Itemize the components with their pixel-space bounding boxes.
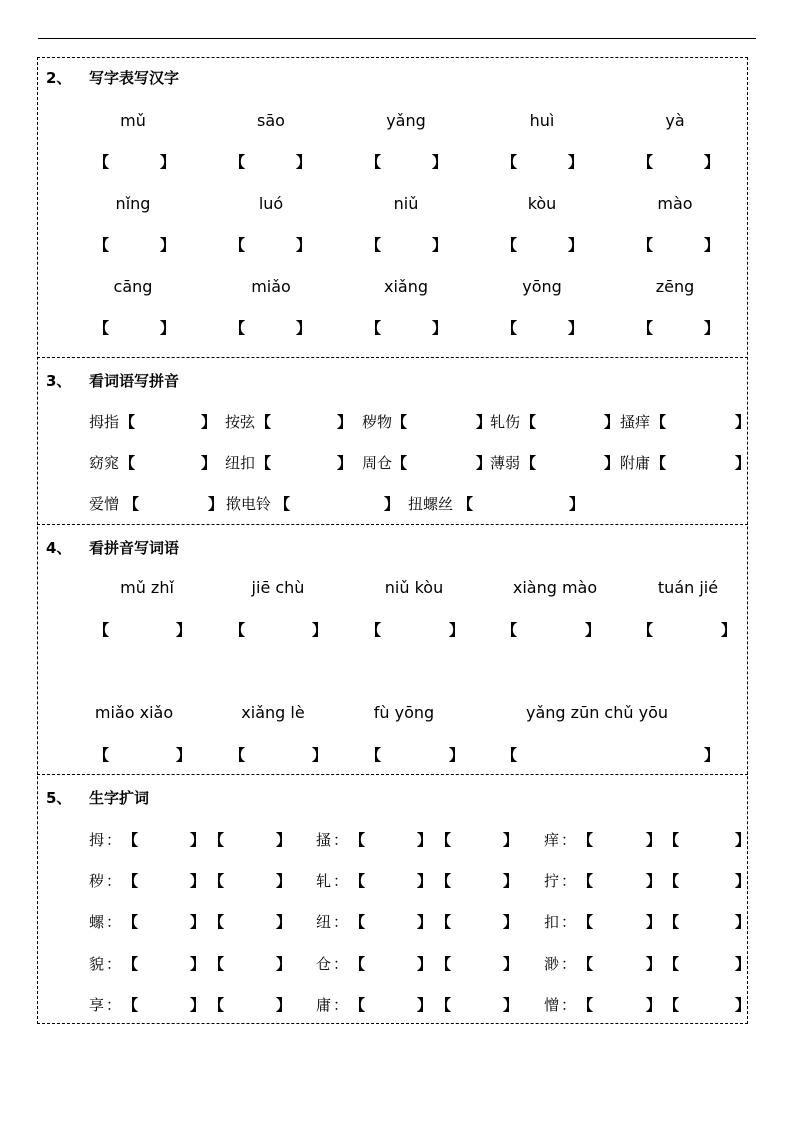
pinyin-prompt: miǎo: [251, 277, 291, 296]
expansion-blank-close: 】: [735, 955, 751, 973]
answer-blank-close: 】: [160, 319, 176, 337]
pinyin-blank-open: 【: [256, 454, 272, 472]
word-blank-close: 】: [312, 621, 328, 639]
expansion-blank-close: 】: [276, 955, 292, 973]
pinyin-blank-close: 】: [384, 495, 400, 513]
character-prompt: 秽: [89, 872, 105, 890]
word-blank-close: 】: [176, 621, 192, 639]
pinyin-prompt: zēng: [655, 277, 695, 296]
answer-blank-open: 【: [502, 153, 518, 171]
colon: ：: [561, 831, 577, 849]
colon: ：: [561, 872, 577, 890]
answer-blank-open: 【: [94, 236, 110, 254]
expansion-blank-open: 【: [578, 872, 594, 890]
pinyin-prompt: niǔ: [393, 194, 419, 213]
answer-blank-close: 】: [568, 236, 584, 254]
pinyin-prompt: cāng: [113, 277, 153, 296]
answer-blank-open: 【: [502, 236, 518, 254]
answer-blank-open: 【: [94, 319, 110, 337]
pinyin-prompt: huì: [529, 111, 555, 130]
pinyin-prompt: yǎng zūn chǔ yōu: [526, 703, 668, 722]
character-prompt: 痒: [544, 831, 560, 849]
expansion-blank-open: 【: [209, 955, 225, 973]
expansion-blank-open: 【: [209, 996, 225, 1014]
pinyin-blank-open: 【: [521, 454, 537, 472]
expansion-blank-close: 】: [503, 955, 519, 973]
expansion-blank-close: 】: [190, 872, 206, 890]
pinyin-prompt: mǔ: [120, 111, 146, 130]
pinyin-prompt: mào: [657, 194, 693, 213]
expansion-blank-close: 】: [417, 996, 433, 1014]
word-prompt: 拇指: [89, 413, 120, 431]
answer-blank-close: 】: [160, 153, 176, 171]
word-prompt: 窈窕: [89, 454, 120, 472]
section-5-title: 生字扩词: [89, 789, 150, 807]
expansion-blank-close: 】: [735, 996, 751, 1014]
colon: ：: [333, 913, 349, 931]
expansion-blank-close: 】: [190, 996, 206, 1014]
expansion-blank-open: 【: [123, 831, 139, 849]
pinyin-prompt: fù yōng: [373, 703, 435, 722]
expansion-blank-open: 【: [664, 831, 680, 849]
expansion-blank-open: 【: [664, 872, 680, 890]
word-prompt: 附庸: [620, 454, 651, 472]
pinyin-blank-close: 】: [337, 413, 353, 431]
expansion-blank-open: 【: [664, 955, 680, 973]
character-prompt: 搔: [316, 831, 332, 849]
word-blank-close: 】: [176, 746, 192, 764]
expansion-blank-close: 】: [276, 996, 292, 1014]
character-prompt: 仓: [316, 955, 332, 973]
colon: ：: [333, 872, 349, 890]
pinyin-prompt: jiē chù: [251, 578, 305, 597]
word-prompt: 纽扣: [225, 454, 256, 472]
answer-blank-open: 【: [638, 319, 654, 337]
expansion-blank-open: 【: [436, 913, 452, 931]
answer-blank-close: 】: [296, 319, 312, 337]
expansion-blank-open: 【: [578, 955, 594, 973]
answer-blank-close: 】: [432, 236, 448, 254]
expansion-blank-open: 【: [123, 996, 139, 1014]
expansion-blank-close: 】: [417, 872, 433, 890]
word-blank-open: 【: [230, 621, 246, 639]
expansion-blank-open: 【: [578, 913, 594, 931]
pinyin-prompt: mǔ zhǐ: [120, 578, 174, 597]
word-prompt: 周仓: [362, 454, 393, 472]
pinyin-prompt: yǎng: [386, 111, 426, 130]
character-prompt: 轧: [316, 872, 332, 890]
character-prompt: 纽: [316, 913, 332, 931]
expansion-blank-close: 】: [735, 831, 751, 849]
pinyin-prompt: xiàng mào: [512, 578, 598, 597]
expansion-blank-close: 】: [276, 872, 292, 890]
expansion-blank-open: 【: [209, 872, 225, 890]
word-prompt: 按弦: [225, 413, 256, 431]
pinyin-prompt: yōng: [522, 277, 562, 296]
character-prompt: 渺: [544, 955, 560, 973]
answer-blank-close: 】: [432, 153, 448, 171]
expansion-blank-close: 】: [503, 831, 519, 849]
character-prompt: 螺: [89, 913, 105, 931]
word-prompt: 轧伤: [490, 413, 521, 431]
colon: ：: [561, 996, 577, 1014]
expansion-blank-open: 【: [350, 996, 366, 1014]
pinyin-blank-close: 】: [569, 495, 585, 513]
pinyin-blank-open: 【: [521, 413, 537, 431]
colon: ：: [333, 831, 349, 849]
character-prompt: 拧: [544, 872, 560, 890]
expansion-blank-close: 】: [417, 831, 433, 849]
answer-blank-open: 【: [366, 319, 382, 337]
section-divider: [37, 524, 748, 525]
colon: ：: [561, 955, 577, 973]
expansion-blank-close: 】: [735, 872, 751, 890]
pinyin-blank-close: 】: [208, 495, 224, 513]
word-blank-open: 【: [366, 746, 382, 764]
pinyin-blank-open: 【: [458, 495, 474, 513]
expansion-blank-close: 】: [190, 955, 206, 973]
expansion-blank-open: 【: [123, 955, 139, 973]
pinyin-blank-open: 【: [256, 413, 272, 431]
pinyin-blank-close: 】: [476, 413, 492, 431]
pinyin-blank-open: 【: [120, 413, 136, 431]
colon: ：: [333, 996, 349, 1014]
pinyin-blank-close: 】: [735, 454, 751, 472]
section-divider: [37, 774, 748, 775]
expansion-blank-open: 【: [123, 872, 139, 890]
answer-blank-open: 【: [366, 153, 382, 171]
section-4-number: 4、: [46, 539, 72, 557]
expansion-blank-close: 】: [646, 831, 662, 849]
expansion-blank-open: 【: [209, 913, 225, 931]
answer-blank-close: 】: [704, 236, 720, 254]
word-blank-close: 】: [585, 621, 601, 639]
pinyin-prompt: nǐng: [115, 194, 151, 213]
expansion-blank-close: 】: [276, 913, 292, 931]
expansion-blank-close: 】: [503, 913, 519, 931]
expansion-blank-open: 【: [578, 996, 594, 1014]
pinyin-prompt: xiǎng: [383, 277, 429, 296]
expansion-blank-open: 【: [350, 955, 366, 973]
character-prompt: 拇: [89, 831, 105, 849]
word-prompt: 揿电铃: [226, 495, 272, 513]
word-prompt: 秽物: [362, 413, 393, 431]
answer-blank-close: 】: [568, 319, 584, 337]
expansion-blank-close: 】: [503, 996, 519, 1014]
answer-blank-close: 】: [704, 153, 720, 171]
answer-blank-close: 】: [296, 236, 312, 254]
pinyin-prompt: niǔ kòu: [384, 578, 444, 597]
pinyin-blank-close: 】: [201, 454, 217, 472]
expansion-blank-close: 】: [646, 996, 662, 1014]
pinyin-prompt: miǎo xiǎo: [94, 703, 174, 722]
word-prompt: 爱憎: [89, 495, 120, 513]
expansion-blank-open: 【: [436, 831, 452, 849]
word-blank-open: 【: [94, 621, 110, 639]
word-blank-close: 】: [721, 621, 737, 639]
expansion-blank-close: 】: [417, 913, 433, 931]
section-4-title: 看拼音写词语: [89, 539, 180, 557]
pinyin-blank-open: 【: [124, 495, 140, 513]
header-rule: [38, 38, 756, 39]
answer-blank-close: 】: [296, 153, 312, 171]
expansion-blank-open: 【: [436, 955, 452, 973]
answer-blank-close: 】: [160, 236, 176, 254]
pinyin-blank-open: 【: [392, 413, 408, 431]
colon: ：: [106, 831, 122, 849]
section-3-title: 看词语写拼音: [89, 372, 180, 390]
expansion-blank-close: 】: [276, 831, 292, 849]
colon: ：: [333, 955, 349, 973]
expansion-blank-close: 】: [503, 872, 519, 890]
pinyin-prompt: tuán jié: [657, 578, 719, 597]
pinyin-blank-close: 】: [476, 454, 492, 472]
colon: ：: [106, 955, 122, 973]
pinyin-blank-close: 】: [604, 413, 620, 431]
expansion-blank-close: 】: [646, 955, 662, 973]
character-prompt: 憎: [544, 996, 560, 1014]
pinyin-blank-close: 】: [735, 413, 751, 431]
character-prompt: 庸: [316, 996, 332, 1014]
answer-blank-open: 【: [94, 153, 110, 171]
answer-blank-open: 【: [638, 236, 654, 254]
expansion-blank-open: 【: [350, 831, 366, 849]
section-2-title: 写字表写汉字: [89, 69, 180, 87]
word-blank-open: 【: [94, 746, 110, 764]
pinyin-prompt: yà: [665, 111, 685, 130]
answer-blank-open: 【: [230, 153, 246, 171]
expansion-blank-open: 【: [209, 831, 225, 849]
word-blank-open: 【: [502, 621, 518, 639]
section-3-number: 3、: [46, 372, 72, 390]
colon: ：: [106, 872, 122, 890]
answer-blank-close: 】: [432, 319, 448, 337]
expansion-blank-open: 【: [664, 996, 680, 1014]
pinyin-blank-open: 【: [120, 454, 136, 472]
pinyin-blank-open: 【: [651, 413, 667, 431]
section-divider: [37, 357, 748, 358]
expansion-blank-open: 【: [436, 996, 452, 1014]
expansion-blank-open: 【: [578, 831, 594, 849]
expansion-blank-close: 】: [417, 955, 433, 973]
pinyin-blank-close: 】: [337, 454, 353, 472]
pinyin-blank-open: 【: [275, 495, 291, 513]
character-prompt: 貌: [89, 955, 105, 973]
word-blank-open: 【: [638, 621, 654, 639]
expansion-blank-close: 】: [646, 913, 662, 931]
pinyin-blank-open: 【: [392, 454, 408, 472]
answer-blank-open: 【: [230, 236, 246, 254]
expansion-blank-open: 【: [123, 913, 139, 931]
section-2-number: 2、: [46, 69, 72, 87]
answer-blank-open: 【: [638, 153, 654, 171]
pinyin-blank-close: 】: [604, 454, 620, 472]
pinyin-prompt: luó: [258, 194, 284, 213]
answer-blank-close: 】: [704, 319, 720, 337]
colon: ：: [106, 996, 122, 1014]
answer-blank-open: 【: [230, 319, 246, 337]
pinyin-prompt: kòu: [527, 194, 557, 213]
word-blank-close: 】: [449, 621, 465, 639]
expansion-blank-open: 【: [664, 913, 680, 931]
expansion-blank-close: 】: [735, 913, 751, 931]
section-5-number: 5、: [46, 789, 72, 807]
word-blank-open: 【: [366, 621, 382, 639]
colon: ：: [561, 913, 577, 931]
character-prompt: 享: [89, 996, 105, 1014]
pinyin-prompt: xiǎng lè: [241, 703, 305, 722]
pinyin-blank-open: 【: [651, 454, 667, 472]
word-blank-close: 】: [449, 746, 465, 764]
word-prompt: 扭螺丝: [408, 495, 454, 513]
expansion-blank-open: 【: [350, 913, 366, 931]
expansion-blank-open: 【: [436, 872, 452, 890]
word-blank-close: 】: [704, 746, 720, 764]
word-prompt: 薄弱: [490, 454, 521, 472]
answer-blank-open: 【: [366, 236, 382, 254]
colon: ：: [106, 913, 122, 931]
answer-blank-close: 】: [568, 153, 584, 171]
answer-blank-open: 【: [502, 319, 518, 337]
expansion-blank-close: 】: [190, 831, 206, 849]
character-prompt: 扣: [544, 913, 560, 931]
pinyin-prompt: sāo: [257, 111, 285, 130]
pinyin-blank-close: 】: [201, 413, 217, 431]
word-blank-close: 】: [312, 746, 328, 764]
expansion-blank-close: 】: [646, 872, 662, 890]
expansion-blank-open: 【: [350, 872, 366, 890]
word-blank-open: 【: [502, 746, 518, 764]
expansion-blank-close: 】: [190, 913, 206, 931]
word-blank-open: 【: [230, 746, 246, 764]
word-prompt: 搔痒: [620, 413, 651, 431]
